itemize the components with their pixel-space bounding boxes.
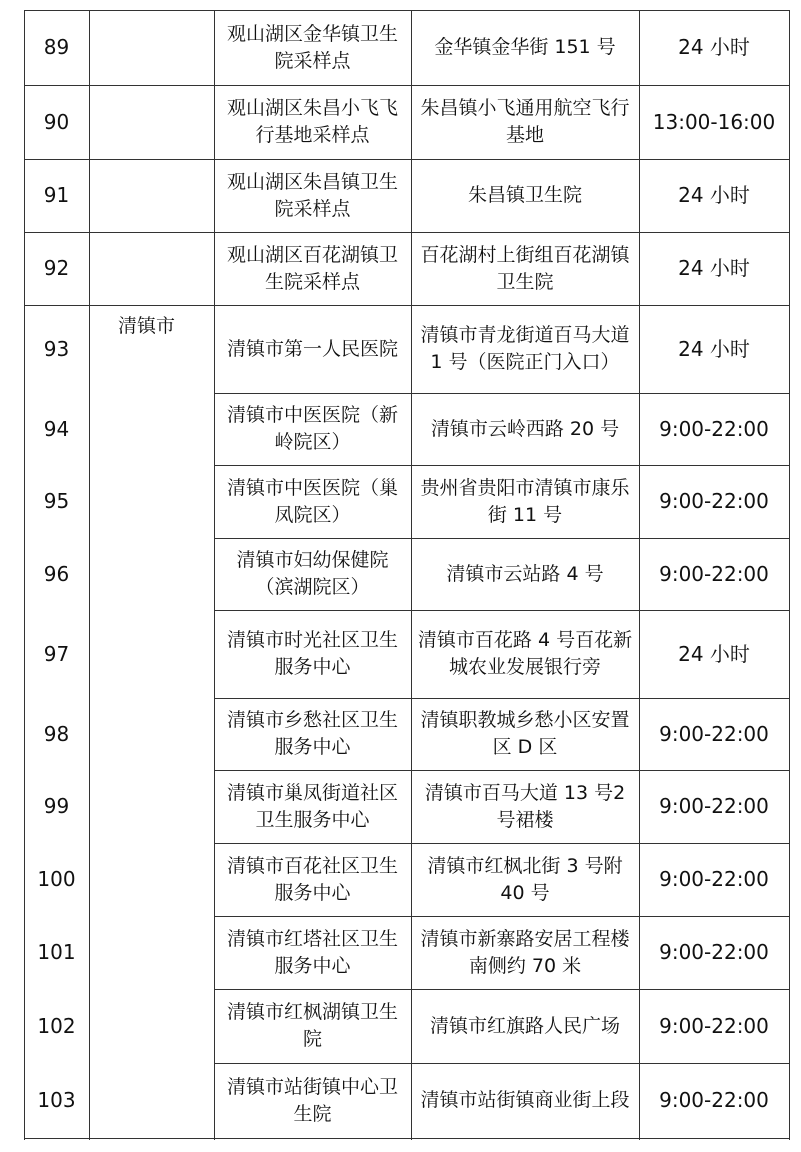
region-label: 清镇市 (118, 315, 176, 337)
row-number: 102 (37, 1013, 76, 1038)
row-number: 101 (37, 940, 76, 964)
site-name: 清镇市站街镇中心卫生院 (226, 1075, 398, 1125)
service-hours: 9:00-22:00 (659, 940, 769, 964)
site-address: 金华镇金华街 151 号 (434, 36, 616, 58)
site-address: 朱昌镇小飞通用航空飞行基地 (420, 97, 630, 146)
row-number: 100 (37, 867, 76, 891)
site-name: 清镇市红塔社区卫生服务中心 (226, 927, 398, 977)
service-hours: 9:00-22:00 (659, 416, 769, 441)
site-name: 清镇市第一人民医院 (226, 337, 398, 360)
row-number: 95 (43, 489, 70, 513)
site-address: 贵州省贵阳市清镇市康乐街 11 号 (420, 476, 630, 526)
site-address: 朱昌镇卫生院 (467, 184, 582, 206)
site-address: 清镇市百花路 4 号百花新城农业发展银行旁 (417, 629, 633, 678)
row-number: 96 (43, 561, 70, 586)
row-number: 93 (43, 336, 70, 361)
sampling-site-table (24, 10, 789, 1140)
site-name: 清镇市妇幼保健院（滨湖院区） (236, 549, 389, 598)
service-hours: 24 小时 (678, 183, 750, 207)
service-hours: 24 小时 (678, 35, 750, 59)
row-number: 91 (43, 183, 70, 207)
row-number: 103 (37, 1088, 76, 1112)
service-hours: 9:00-22:00 (659, 561, 769, 586)
row-number: 94 (43, 416, 70, 441)
site-name: 观山湖区朱昌小飞飞行基地采样点 (226, 97, 398, 146)
service-hours: 9:00-22:00 (659, 1088, 769, 1112)
service-hours: 13:00-16:00 (652, 109, 776, 134)
site-name: 观山湖区朱昌镇卫生院采样点 (226, 170, 398, 220)
table-row-line (24, 1138, 789, 1139)
site-address: 清镇市站街镇商业街上段 (420, 1089, 630, 1111)
table-col-line (789, 10, 790, 1140)
site-address: 清镇市红旗路人民广场 (429, 1014, 620, 1037)
row-number: 92 (43, 256, 70, 280)
site-name: 清镇市中医医院（巢凤院区） (226, 476, 398, 526)
service-hours: 9:00-22:00 (659, 721, 769, 746)
site-name: 观山湖区金华镇卫生院采样点 (226, 22, 398, 72)
table-top-line (24, 10, 789, 11)
service-hours: 24 小时 (678, 336, 750, 361)
row-number: 99 (43, 794, 70, 818)
row-number: 90 (43, 109, 70, 134)
site-name: 清镇市百花社区卫生服务中心 (226, 854, 398, 904)
site-address: 清镇市新寨路安居工程楼南侧约 70 米 (420, 927, 630, 977)
site-name: 清镇市巢凤街道社区卫生服务中心 (226, 781, 398, 831)
service-hours: 9:00-22:00 (659, 794, 769, 818)
row-number: 98 (43, 721, 70, 746)
site-address: 百花湖村上街组百花湖镇卫生院 (420, 243, 630, 293)
site-address: 清镇市云岭西路 20 号 (430, 417, 620, 440)
service-hours: 9:00-22:00 (659, 1013, 769, 1038)
site-address: 清镇职教城乡愁小区安置区 D 区 (420, 709, 630, 758)
service-hours: 24 小时 (678, 256, 750, 280)
row-number: 89 (43, 35, 70, 59)
site-name: 清镇市乡愁社区卫生服务中心 (226, 709, 398, 758)
site-address: 清镇市百马大道 13 号2 号裙楼 (424, 781, 626, 831)
service-hours: 24 小时 (678, 641, 750, 666)
service-hours: 9:00-22:00 (659, 867, 769, 891)
site-name: 清镇市时光社区卫生服务中心 (226, 629, 398, 678)
site-name: 清镇市红枫湖镇卫生院 (226, 1001, 398, 1050)
service-hours: 9:00-22:00 (659, 489, 769, 513)
row-number: 97 (43, 641, 70, 666)
site-name: 清镇市中医医院（新岭院区） (226, 404, 398, 453)
site-address: 清镇市青龙街道百马大道 1 号（医院正门入口） (420, 324, 630, 373)
table-col-line (89, 10, 90, 1140)
site-address: 清镇市红枫北街 3 号附 40 号 (427, 854, 623, 904)
site-address: 清镇市云站路 4 号 (446, 562, 604, 585)
site-name: 观山湖区百花湖镇卫生院采样点 (226, 243, 398, 293)
